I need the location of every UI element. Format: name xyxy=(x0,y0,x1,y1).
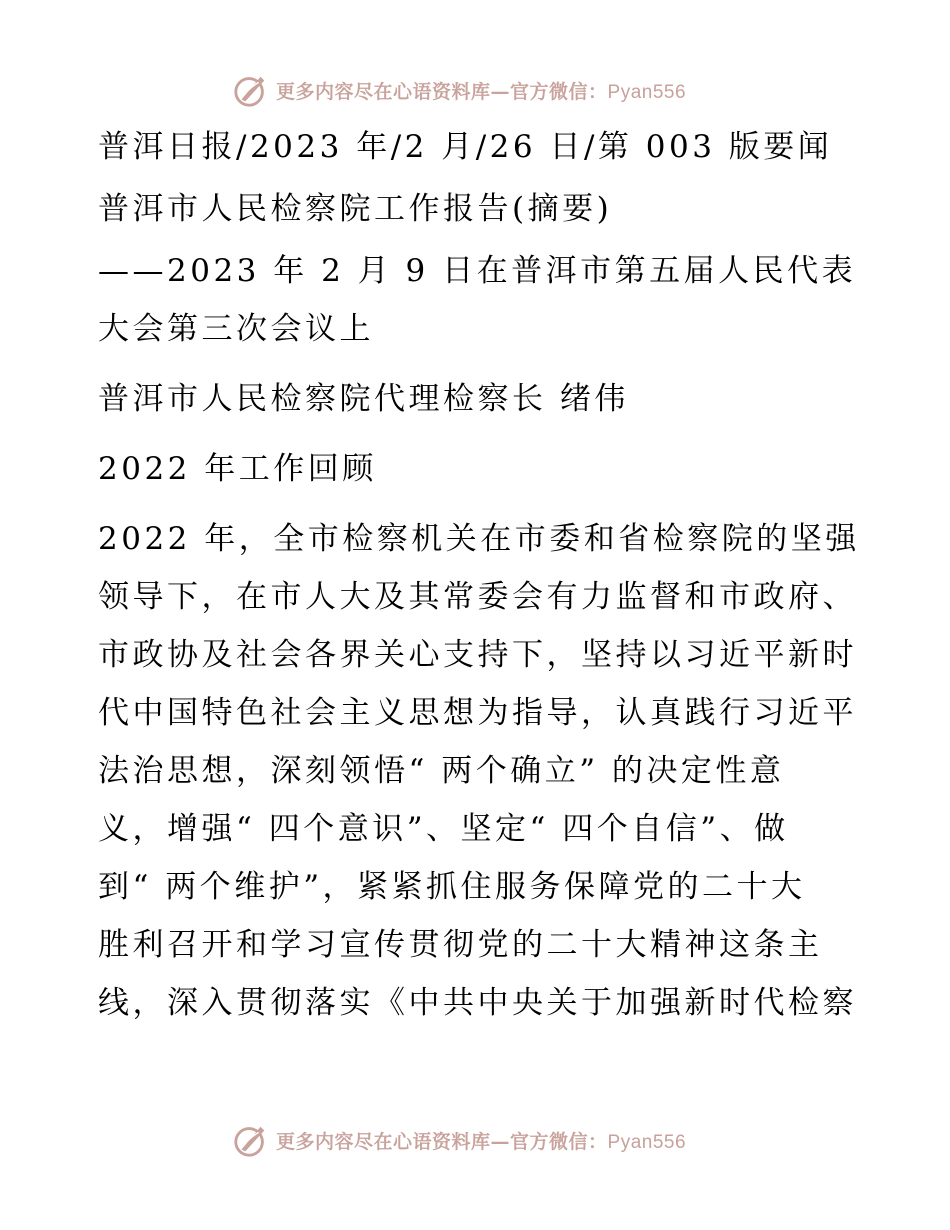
report-subtitle-line-1: ——2023 年 2 月 9 日在普洱市第五届人民代表 xyxy=(98,253,857,289)
paragraph-line: 领导下，在市人大及其常委会有力监督和市政府、 xyxy=(98,579,857,615)
paragraph-line: 胜利召开和学习宣传贯彻党的二十大精神这条主 xyxy=(98,927,823,963)
document-body xyxy=(98,118,858,1032)
paragraph-line: 线，深入贯彻落实《中共中央关于加强新时代检察 xyxy=(98,985,857,1021)
watermark-wechat-id: Pyan556 xyxy=(607,81,687,103)
watermark-official-label: 官方微信： xyxy=(510,80,608,103)
quill-logo-icon xyxy=(232,1121,270,1159)
paragraph-line: 代中国特色社会主义思想为指导，认真践行习近平 xyxy=(98,695,857,731)
watermark-wechat-id: Pyan556 xyxy=(607,1131,687,1153)
newspaper-source-line: 普洱日报/2023 年/2 月/26 日/第 003 版要闻 xyxy=(98,129,833,165)
paragraph-line: 市政协及社会各界关心支持下，坚持以习近平新时 xyxy=(98,637,857,673)
watermark-slogan: 更多内容尽在心语资料库 xyxy=(276,1130,491,1153)
watermark-footer xyxy=(232,1120,686,1160)
paragraph-line: 法治思想，深刻领悟“ 两个确立” 的决定性意 xyxy=(98,753,785,789)
paragraph-line: 到“ 两个维护”，紧紧抓住服务保障党的二十大 xyxy=(98,869,806,905)
section-heading: 2022 年工作回顾 xyxy=(98,451,377,487)
report-subtitle-line-2: 大会第三次会议上 xyxy=(98,311,374,347)
watermark-header xyxy=(232,70,686,110)
watermark-slogan: 更多内容尽在心语资料库 xyxy=(276,80,491,103)
paragraph-line: 2022 年，全市检察机关在市委和省检察院的坚强 xyxy=(98,521,860,557)
paragraph-line: 义，增强“ 四个意识”、坚定“ 四个自信”、做 xyxy=(98,811,789,847)
watermark-separator: — xyxy=(490,80,511,103)
watermark-official-label: 官方微信： xyxy=(510,1130,608,1153)
quill-logo-icon xyxy=(232,71,270,109)
report-title: 普洱市人民检察院工作报告(摘要) xyxy=(98,191,613,227)
watermark-separator: — xyxy=(490,1130,511,1153)
report-author: 普洱市人民检察院代理检察长 绪伟 xyxy=(98,381,629,417)
